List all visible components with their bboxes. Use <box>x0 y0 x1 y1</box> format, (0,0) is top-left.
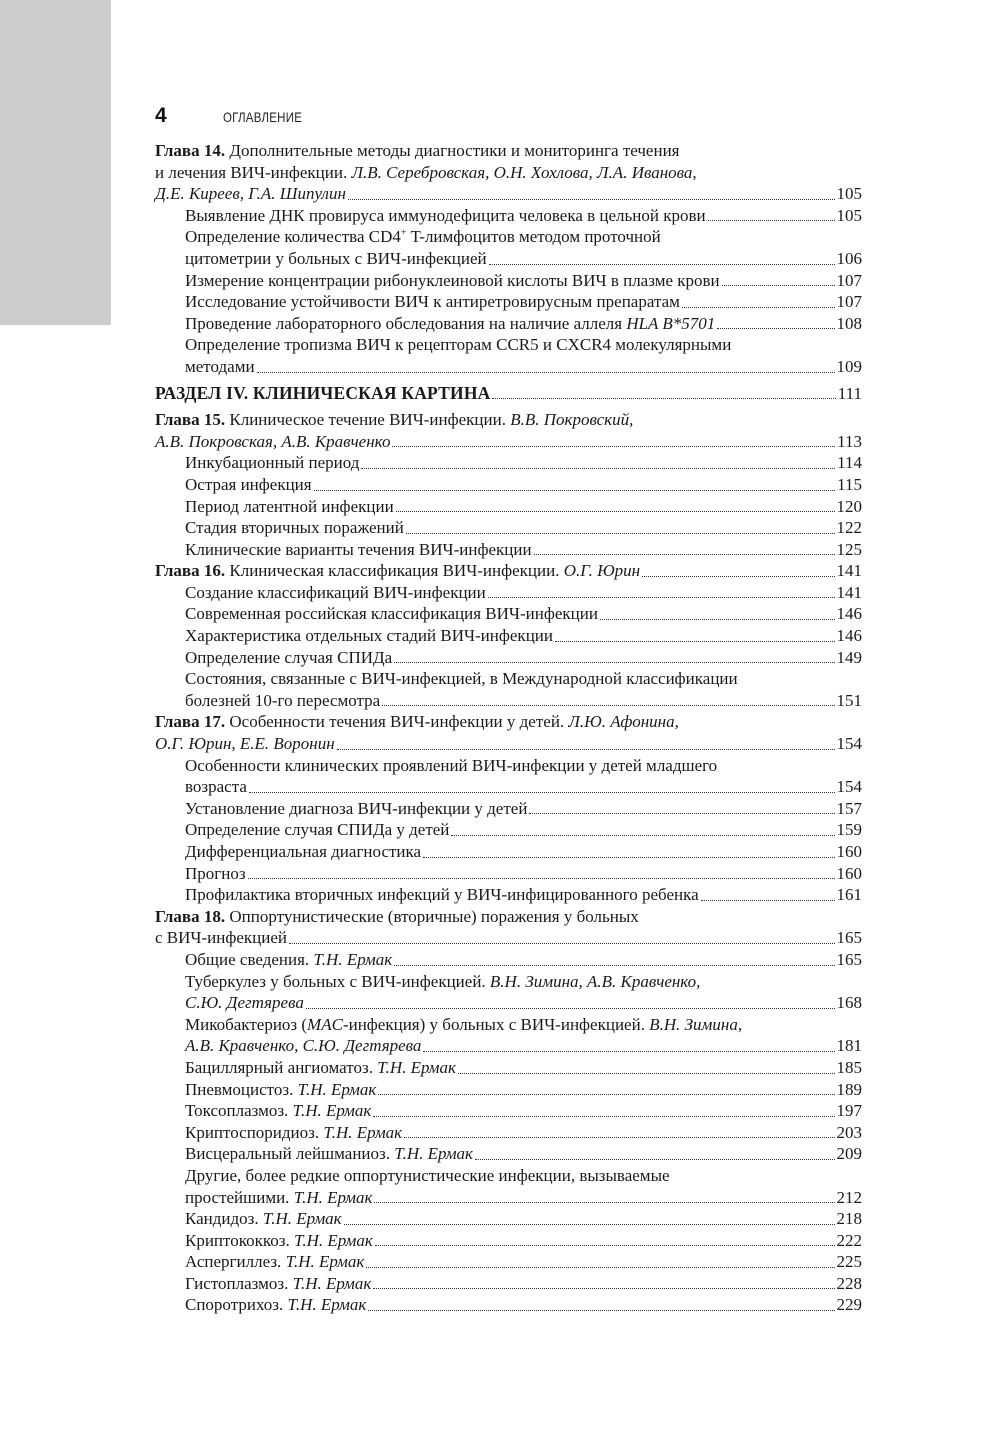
table-of-contents <box>155 140 862 1316</box>
entry-title: Проведение лабораторного обследования на наличие аллеля <box>185 313 627 333</box>
page-ref: 109 <box>836 356 862 376</box>
page-ref: 225 <box>836 1252 862 1272</box>
toc-entry[interactable] <box>155 1100 862 1122</box>
toc-entry[interactable] <box>155 539 862 561</box>
toc-entry-cont <box>155 1035 862 1057</box>
toc-chapter-16[interactable] <box>155 560 862 582</box>
leader-dots <box>701 900 835 901</box>
page-ref: 218 <box>836 1209 862 1229</box>
chapter-label: Глава 17. <box>155 712 226 732</box>
leader-dots <box>451 835 834 836</box>
entry-author: В.Н. Зимина, А.В. Кравченко, <box>489 971 701 991</box>
toc-chapter-14-end <box>155 183 862 205</box>
leader-dots <box>534 554 835 555</box>
toc-entry[interactable] <box>155 949 862 971</box>
entry-author: С.Ю. Дегтярева <box>185 993 304 1013</box>
page-ref: 222 <box>836 1230 862 1250</box>
page-ref: 181 <box>836 1036 862 1056</box>
leader-dots <box>529 813 834 814</box>
toc-chapter-18-end <box>155 927 862 949</box>
toc-entry[interactable] <box>155 1165 862 1187</box>
toc-entry[interactable] <box>155 1122 862 1144</box>
leader-dots <box>423 1051 834 1052</box>
entry-title: Клинические варианты течения ВИЧ-инфекции <box>185 539 532 559</box>
entry-title: Криптококкоз. <box>185 1230 295 1250</box>
page-ref: 105 <box>836 205 862 225</box>
toc-entry-cont <box>155 248 862 270</box>
entry-title: Висцеральный лейшманиоз. <box>185 1144 395 1164</box>
toc-chapter-17-end <box>155 733 862 755</box>
leader-dots <box>366 1267 834 1268</box>
toc-entry[interactable] <box>155 863 862 885</box>
leader-dots <box>458 1073 835 1074</box>
page-ref: 114 <box>837 453 862 473</box>
toc-chapter-15-end <box>155 431 862 453</box>
page-ref: 141 <box>836 561 862 581</box>
chapter-authors: О.Г. Юрин <box>563 561 641 581</box>
page-ref: 165 <box>836 928 862 948</box>
leader-dots <box>475 1159 835 1160</box>
entry-title: Кандидоз. <box>185 1209 263 1229</box>
chapter-label: Глава 15. <box>155 410 226 430</box>
leader-dots <box>394 965 834 966</box>
entry-author: Т.Н. Ермак <box>262 1209 342 1229</box>
toc-entry[interactable] <box>155 1079 862 1101</box>
leader-dots <box>289 943 835 944</box>
entry-title: Период латентной инфекции <box>185 496 394 516</box>
toc-entry[interactable] <box>155 625 862 647</box>
toc-entry[interactable] <box>155 474 862 496</box>
entry-author: Т.Н. Ермак <box>287 1295 367 1315</box>
leader-dots <box>394 662 834 663</box>
entry-author: Т.Н. Ермак <box>297 1079 377 1099</box>
toc-entry[interactable] <box>155 1230 862 1252</box>
chapter-label: Глава 14. <box>155 141 226 160</box>
chapter-title: Клиническая классификация ВИЧ-инфекции. <box>229 561 560 581</box>
page-ref: 146 <box>836 604 862 624</box>
toc-entry[interactable] <box>155 884 862 906</box>
page-ref: 106 <box>836 248 862 268</box>
toc-entry[interactable] <box>155 819 862 841</box>
page-ref: 154 <box>836 734 862 754</box>
leader-dots <box>314 490 836 491</box>
toc-entry[interactable] <box>155 603 862 625</box>
entry-title: Гистоплазмоз. <box>185 1273 293 1293</box>
chapter-title-cont: с ВИЧ-инфекцией <box>155 928 287 948</box>
toc-entry[interactable] <box>155 270 862 292</box>
page-ref: 165 <box>836 949 862 969</box>
leader-dots <box>406 533 835 534</box>
leader-dots <box>404 1137 834 1138</box>
leader-dots <box>717 328 834 329</box>
page-ref: 161 <box>836 885 862 905</box>
toc-entry[interactable] <box>155 313 862 335</box>
leader-dots <box>392 446 835 447</box>
page-ref: 151 <box>836 690 862 710</box>
leader-dots <box>492 398 835 399</box>
entry-author: Т.Н. Ермак <box>313 949 393 969</box>
toc-entry[interactable] <box>155 517 862 539</box>
leader-dots <box>374 1202 834 1203</box>
entry-title: Споротрихоз. <box>185 1295 288 1315</box>
entry-title: -инфекция) у больных с ВИЧ-инфекцией. <box>342 1014 650 1034</box>
chapter-authors: О.Г. Юрин, Е.Е. Воронин <box>155 734 335 754</box>
toc-entry[interactable] <box>155 291 862 313</box>
entry-title: T-лимфоцитов методом проточной <box>406 227 661 247</box>
leader-dots <box>600 619 835 620</box>
toc-entry[interactable] <box>155 1251 862 1273</box>
chapter-authors: Л.Ю. Афонина, <box>568 712 679 732</box>
leader-dots <box>306 1008 835 1009</box>
entry-author: В.Н. Зимина, <box>649 1014 743 1034</box>
entry-title: Инкубационный период <box>185 453 360 473</box>
leader-dots <box>382 705 834 706</box>
chapter-label: Глава 16. <box>155 561 226 581</box>
toc-entry[interactable] <box>155 1273 862 1295</box>
toc-entry[interactable] <box>155 755 862 777</box>
leader-dots <box>257 372 835 373</box>
page-ref: 209 <box>836 1144 862 1164</box>
toc-entry[interactable] <box>155 668 862 690</box>
page-ref: 125 <box>836 539 862 559</box>
entry-author: Т.Н. Ермак <box>285 1252 365 1272</box>
page-ref: 212 <box>836 1187 862 1207</box>
entry-title: Профилактика вторичных инфекций у ВИЧ-инфицированного ребенка <box>185 885 699 905</box>
chapter-title: Особенности течения ВИЧ-инфекции у детей. <box>229 712 565 732</box>
entry-title: Прогноз <box>185 863 246 883</box>
entry-title: Определение случая СПИДа у детей <box>185 820 450 840</box>
chapter-title-cont: и лечения ВИЧ-инфекции. <box>155 162 348 182</box>
entry-title: Общие сведения. <box>185 949 314 969</box>
entry-title: Измерение концентрации рибонуклеиновой кислоты ВИЧ в плазме крови <box>185 270 720 290</box>
page-ref: 146 <box>836 626 862 646</box>
entry-title: Бациллярный ангиоматоз. <box>185 1057 378 1077</box>
leader-dots <box>555 641 835 642</box>
page-edge-tab <box>0 0 111 325</box>
leader-dots <box>373 1288 834 1289</box>
toc-entry[interactable] <box>155 647 862 669</box>
leader-dots <box>642 576 834 577</box>
page-ref: 149 <box>836 647 862 667</box>
page-ref: 154 <box>836 777 862 797</box>
entry-title: Другие, более редкие оппортунистические инфекции, вызываемые <box>185 1165 670 1185</box>
toc-entry[interactable] <box>155 334 862 356</box>
chapter-label: Глава 18. <box>155 906 226 926</box>
page-ref: 108 <box>836 313 862 333</box>
page-ref: 113 <box>837 431 862 451</box>
chapter-authors: В.В. Покровский, <box>510 410 634 430</box>
entry-title: Характеристика отдельных стадий ВИЧ-инфекции <box>185 626 553 646</box>
page-ref: 159 <box>836 820 862 840</box>
entry-author: А.В. Кравченко, С.Ю. Дегтярева <box>185 1036 422 1056</box>
toc-entry[interactable] <box>155 205 862 227</box>
entry-title: Особенности клинических проявлений ВИЧ-инфекции у детей младшего <box>185 755 718 775</box>
toc-entry[interactable] <box>155 226 862 248</box>
toc-entry[interactable] <box>155 452 862 474</box>
entry-title: Токсоплазмоз. <box>185 1101 293 1121</box>
entry-author: Т.Н. Ермак <box>294 1230 373 1250</box>
leader-dots <box>337 749 835 750</box>
leader-dots <box>375 1245 835 1246</box>
entry-title: Создание классификаций ВИЧ-инфекции <box>185 582 486 602</box>
leader-dots <box>378 1094 834 1095</box>
page-ref: 157 <box>836 798 862 818</box>
entry-title: Определение количества CD4 <box>185 227 401 247</box>
leader-dots <box>423 857 834 858</box>
page-ref: 228 <box>836 1273 862 1293</box>
leader-dots <box>373 1116 834 1117</box>
entry-title: Дифференциальная диагностика <box>185 842 422 861</box>
leader-dots <box>368 1310 834 1311</box>
toc-entry[interactable] <box>155 1208 862 1230</box>
entry-title: Туберкулез у больных с ВИЧ-инфекцией. <box>185 971 490 991</box>
entry-title: цитометрии у больных с ВИЧ-инфекцией <box>185 248 487 268</box>
page-number: 4 <box>155 104 167 127</box>
toc-entry-cont <box>155 356 862 378</box>
entry-author: Т.Н. Ермак <box>292 1101 372 1121</box>
toc-entry-cont <box>155 690 862 712</box>
chapter-title: Оппортунистические (вторичные) поражения у больных <box>229 906 639 926</box>
page-ref: 107 <box>836 270 862 290</box>
running-title: ОГЛАВЛЕНИЕ <box>223 110 303 125</box>
leader-dots <box>361 468 835 469</box>
running-header <box>155 104 316 128</box>
page-ref: 189 <box>836 1079 862 1099</box>
page-ref: 111 <box>837 383 862 403</box>
chapter-authors: Д.Е. Киреев, Г.А. Шипулин <box>155 184 346 204</box>
entry-title-italic: MAC <box>307 1014 343 1034</box>
page-ref: 105 <box>836 184 862 204</box>
page-ref: 203 <box>836 1122 862 1142</box>
entry-title: Определение тропизма ВИЧ к рецепторам CCR5 и CXCR4 молекулярными <box>185 335 732 355</box>
entry-title: Микобактериоз ( <box>185 1014 308 1034</box>
toc-entry[interactable] <box>155 841 862 863</box>
entry-title: Криптоспоридиоз. <box>185 1122 324 1142</box>
chapter-title: Клиническое течение ВИЧ-инфекции. <box>229 410 506 430</box>
page-ref: 168 <box>836 993 862 1013</box>
page-ref: 160 <box>836 842 862 861</box>
entry-title: Определение случая СПИДа <box>185 647 393 667</box>
leader-dots <box>488 597 835 598</box>
toc-chapter-18[interactable] <box>155 906 862 928</box>
toc-entry[interactable] <box>155 496 862 518</box>
entry-title: болезней 10-го пересмотра <box>185 690 381 710</box>
leader-dots <box>682 307 835 308</box>
chapter-authors: А.В. Покровская, А.В. Кравченко <box>155 431 391 451</box>
leader-dots <box>348 199 835 200</box>
toc-entry[interactable] <box>155 1143 862 1165</box>
leader-dots <box>722 285 835 286</box>
toc-section-4[interactable] <box>155 383 862 405</box>
entry-title: Пневмоцистоз. <box>185 1079 298 1099</box>
toc-entry-cont <box>155 776 862 798</box>
leader-dots <box>708 220 835 221</box>
page-ref: 107 <box>836 292 862 312</box>
entry-title: Аспергиллез. <box>185 1252 286 1272</box>
entry-author: Т.Н. Ермак <box>323 1122 403 1142</box>
page-ref: 160 <box>836 863 862 883</box>
entry-title: методами <box>185 356 255 376</box>
toc-entry[interactable] <box>155 1057 862 1079</box>
entry-author: Т.Н. Ермак <box>377 1057 456 1077</box>
leader-dots <box>249 792 835 793</box>
page-ref: 229 <box>836 1295 862 1315</box>
toc-entry[interactable] <box>155 798 862 820</box>
entry-title: простейшими. <box>185 1187 294 1207</box>
page-ref: 185 <box>836 1057 862 1077</box>
chapter-authors: Л.В. Серебровская, О.Н. Хохлова, Л.А. Иванова, <box>351 162 697 182</box>
page-ref: 115 <box>837 474 862 494</box>
entry-title: Установление диагноза ВИЧ-инфекции у детей <box>185 798 528 818</box>
page-ref: 197 <box>836 1101 862 1121</box>
entry-title: Стадия вторичных поражений <box>185 518 404 538</box>
leader-dots <box>396 511 835 512</box>
page-ref: 120 <box>836 496 862 516</box>
superscript: + <box>400 227 407 239</box>
chapter-title: Дополнительные методы диагностики и мониторинга течения <box>229 141 680 160</box>
entry-title: возраста <box>185 777 247 797</box>
toc-chapter-14-cont <box>155 162 862 184</box>
toc-entry[interactable] <box>155 1014 862 1036</box>
entry-title: Современная российская классификация ВИЧ-инфекции <box>185 604 598 624</box>
entry-title: Острая инфекция <box>185 474 312 494</box>
leader-dots <box>248 878 835 879</box>
page-ref: 122 <box>836 518 862 538</box>
toc-chapter-17[interactable] <box>155 711 862 733</box>
leader-dots <box>489 264 835 265</box>
entry-title-italic: HLA B*5701 <box>626 313 716 333</box>
entry-title: Состояния, связанные с ВИЧ-инфекцией, в Международной классификации <box>185 669 738 689</box>
toc-entry-cont <box>155 992 862 1014</box>
entry-author: Т.Н. Ермак <box>293 1187 373 1207</box>
toc-chapter-15[interactable] <box>155 409 862 431</box>
toc-entry-cont <box>155 1187 862 1209</box>
leader-dots <box>344 1224 835 1225</box>
toc-entry[interactable] <box>155 971 862 993</box>
entry-author: Т.Н. Ермак <box>394 1144 473 1164</box>
toc-entry[interactable] <box>155 1294 862 1316</box>
entry-author: Т.Н. Ермак <box>292 1273 372 1293</box>
entry-title: Исследование устойчивости ВИЧ к антиретровирусным препаратам <box>185 292 680 312</box>
page-ref: 141 <box>836 582 862 602</box>
toc-entry[interactable] <box>155 582 862 604</box>
toc-chapter-14[interactable] <box>155 140 862 162</box>
entry-title: Выявление ДНК провируса иммунодефицита человека в цельной крови <box>185 205 706 225</box>
section-title: РАЗДЕЛ IV. КЛИНИЧЕСКАЯ КАРТИНА <box>155 382 491 403</box>
